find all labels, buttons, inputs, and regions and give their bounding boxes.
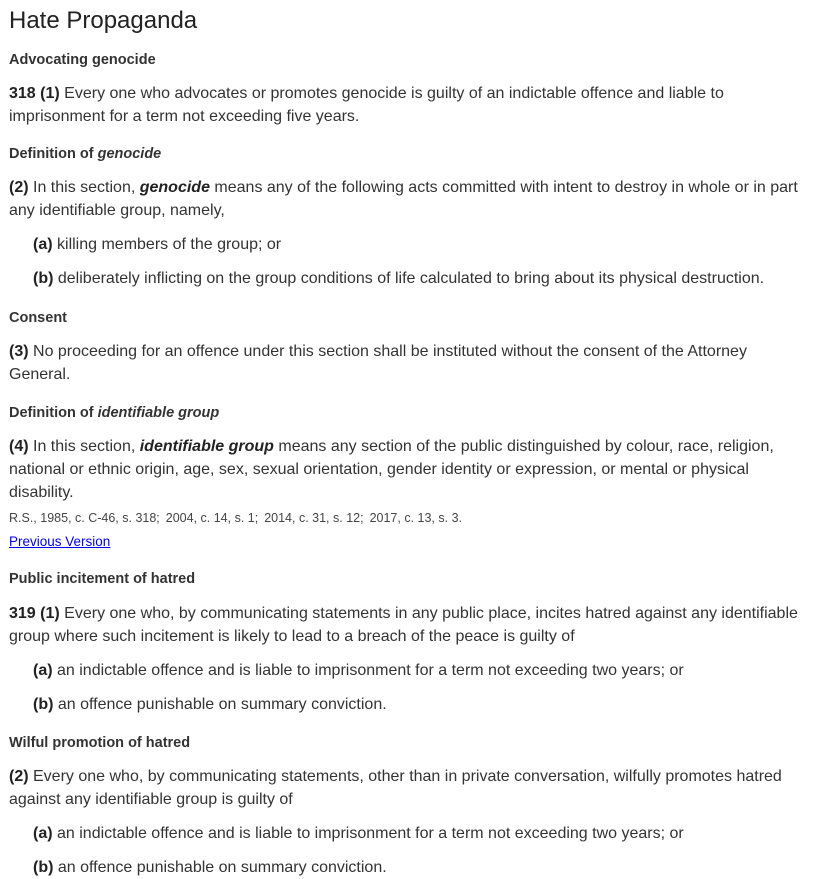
- paragraph-label: (b): [33, 859, 54, 876]
- marginal-note-consent: Consent: [9, 310, 67, 326]
- paragraph-b: [9, 693, 812, 716]
- previous-version-link[interactable]: Previous Version: [9, 534, 111, 549]
- paragraph-label: (a): [33, 662, 53, 679]
- paragraph-a: [9, 822, 812, 845]
- paragraph-a: [9, 659, 812, 682]
- subsection-text: means any section of the public distinguished by colour, race, religion, national or ethnic origin, age, sex, sexual orientation, gender identity or expression, or mental or physical disability.: [9, 438, 774, 501]
- marginal-note-term: identifiable group: [97, 405, 220, 421]
- subsection-text: Every one who, by communicating statements, other than in private conversation, wilfully promotes hatred against any identifiable group is guilty of: [9, 768, 782, 808]
- section-318-subsection-1: [9, 82, 812, 128]
- marginal-note-prefix: Definition of: [9, 405, 98, 421]
- marginal-note-public-incitement: Public incitement of hatred: [9, 571, 196, 587]
- marginal-note-term: genocide: [97, 146, 162, 162]
- paragraph-label: (a): [33, 236, 53, 253]
- amendment-history: [9, 509, 812, 527]
- paragraph-label: (a): [33, 825, 53, 842]
- section-318-subsection-4: [9, 435, 812, 504]
- subsection-number: (1): [40, 85, 60, 102]
- marginal-note-wilful-promotion: Wilful promotion of hatred: [9, 735, 191, 751]
- paragraph-text: an offence punishable on summary conviction.: [53, 859, 387, 876]
- paragraph-label: (b): [33, 270, 54, 287]
- history-citation: 2014, c. 31, s. 12;: [264, 511, 364, 525]
- subsection-number: (3): [9, 343, 29, 360]
- history-citation: 2004, c. 14, s. 1;: [165, 511, 259, 525]
- paragraph-text: an indictable offence and is liable to imprisonment for a term not exceeding two years; or: [52, 825, 684, 842]
- paragraph-b: [9, 267, 812, 290]
- section-number: 318: [9, 85, 36, 102]
- subsection-text: In this section,: [28, 438, 140, 455]
- marginal-note-definition-identifiable-group: [9, 403, 812, 423]
- paragraph-text: an indictable offence and is liable to imprisonment for a term not exceeding two years; or: [52, 662, 684, 679]
- marginal-note-prefix: Definition of: [9, 146, 98, 162]
- section-319-subsection-2: [9, 765, 812, 811]
- defined-term: identifiable group: [139, 438, 274, 455]
- marginal-note-advocating-genocide: Advocating genocide: [9, 52, 156, 68]
- subsection-text: means any of the following acts committed with intent to destroy in whole or in part any identifiable group, namely,: [9, 179, 798, 219]
- paragraph-a: [9, 233, 812, 256]
- defined-term: genocide: [139, 179, 210, 196]
- subsection-number: (1): [40, 605, 60, 622]
- page-title: Hate Propaganda: [9, 7, 198, 34]
- paragraph-text: killing members of the group; or: [52, 236, 282, 253]
- subsection-number: (2): [9, 768, 29, 785]
- section-318-subsection-3: [9, 340, 812, 386]
- paragraph-b: [9, 856, 812, 879]
- marginal-note-definition-genocide: [9, 144, 812, 164]
- section-318-subsection-2: [9, 176, 812, 222]
- subsection-number: (4): [9, 438, 29, 455]
- subsection-text: No proceeding for an offence under this section shall be instituted without the consent of the Attorney General.: [9, 343, 747, 383]
- subsection-number: (2): [9, 179, 29, 196]
- paragraph-label: (b): [33, 696, 54, 713]
- section-number: 319: [9, 605, 36, 622]
- subsection-text: Every one who, by communicating statements in any public place, incites hatred against any identifiable group where such incitement is likely to lead to a breach of the peace is guilty of: [9, 605, 798, 645]
- section-319-subsection-1: [9, 602, 812, 648]
- paragraph-text: an offence punishable on summary conviction.: [53, 696, 387, 713]
- history-citation: R.S., 1985, c. C-46, s. 318;: [9, 511, 160, 525]
- subsection-text: In this section,: [28, 179, 140, 196]
- paragraph-text: deliberately inflicting on the group conditions of life calculated to bring about its physical destruction.: [53, 270, 765, 287]
- subsection-text: Every one who advocates or promotes genocide is guilty of an indictable offence and liable to imprisonment for a term not exceeding five years.: [9, 85, 724, 125]
- history-citation: 2017, c. 13, s. 3.: [369, 511, 462, 525]
